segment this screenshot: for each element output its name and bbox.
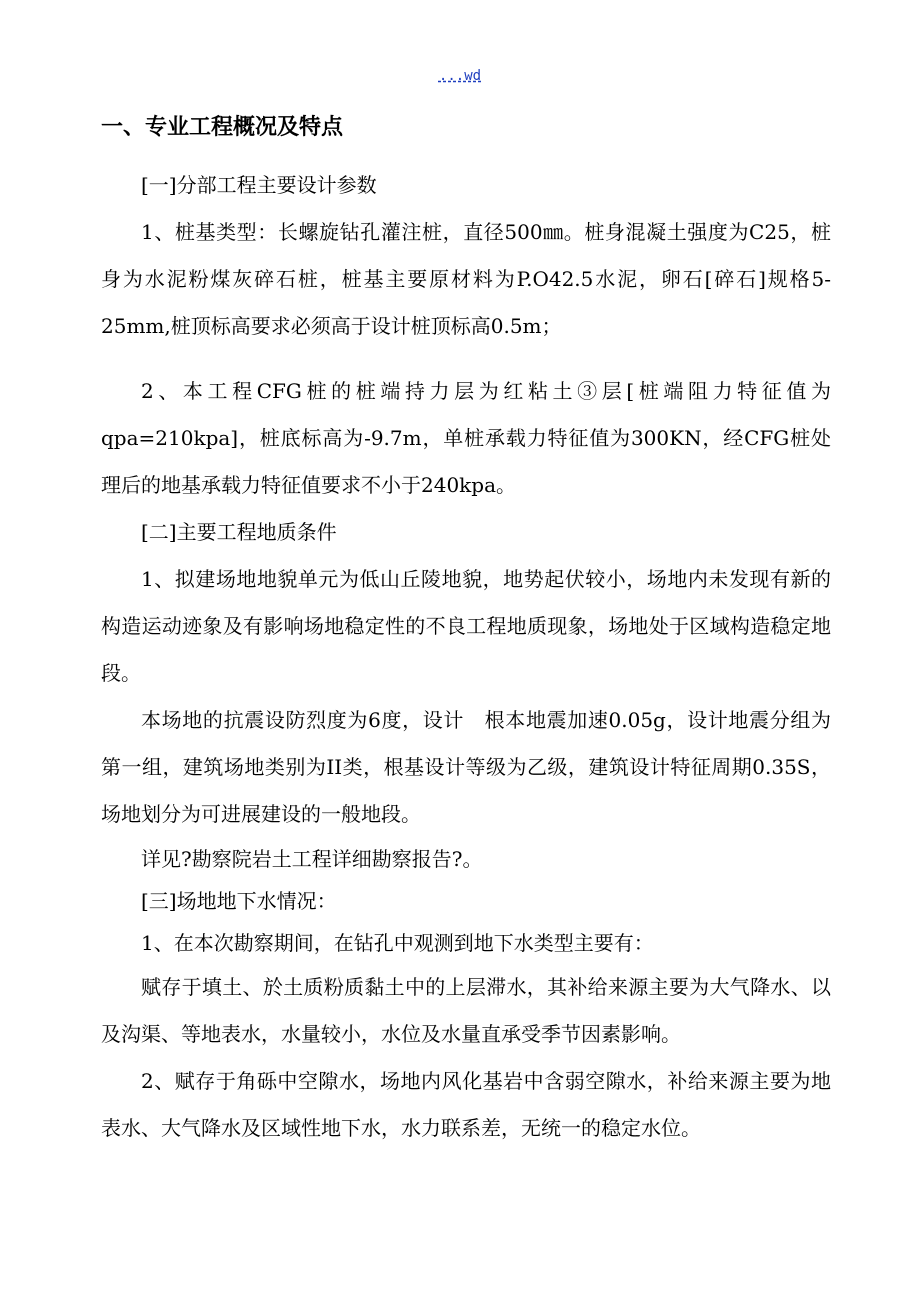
subsection-heading-1: [一]分部工程主要设计参数 <box>141 173 377 197</box>
section-title: 一、专业工程概况及特点 <box>101 115 344 140</box>
paragraph-pile-type: 1、桩基类型：长螺旋钻孔灌注桩，直径500㎜。桩身混凝土强度为C25，桩身为水泥粉煤灰碎石桩，桩基主要原材料为P.O42.5水泥，卵石[碎石]规格5-25mm,桩顶标高要求必须高于设计桩顶标高0.5m； <box>101 220 831 338</box>
subsection-heading-2: [二]主要工程地质条件 <box>141 520 337 544</box>
document-body <box>101 112 831 1152</box>
paragraph-landform: 1、拟建场地地貌单元为低山丘陵地貌，地势起伏较小，场地内未发现有新的构造运动迹象及有影响场地稳定性的不良工程地质现象，场地处于区域构造稳定地段。 <box>101 567 831 685</box>
header-link[interactable]: ...wd <box>438 68 482 84</box>
subsection-heading-3: [三]场地地下水情况： <box>141 889 337 913</box>
paragraph-seismic: 本场地的抗震设防烈度为6度，设计 根本地震加速0.05g，设计地震分组为第一组，建筑场地类别为II类，根基设计等级为乙级，建筑设计特征周期0.35S，场地划分为可进展建设的一般地段。 <box>101 708 831 826</box>
paragraph-pore-water: 2、赋存于角砾中空隙水，场地内风化基岩中含弱空隙水，补给来源主要为地表水、大气降水及区域性地下水，水力联系差，无统一的稳定水位。 <box>101 1069 831 1140</box>
paragraph-bearing-layer: 2、本工程CFG桩的桩端持力层为红粘土③层[桩端阻力特征值为qpa=210kpa]，桩底标高为-9.7m，单桩承载力特征值为300KN，经CFG桩处理后的地基承载力特征值要求不小于240kpa。 <box>101 379 831 497</box>
paragraph-perched-water: 赋存于填土、於土质粉质黏土中的上层滞水，其补给来源主要为大气降水、以及沟渠、等地表水，水量较小，水位及水量直承受季节因素影响。 <box>101 975 831 1046</box>
paragraph-report-reference: 详见?勘察院岩土工程详细勘察报告?。 <box>141 847 483 871</box>
paragraph-groundwater-types: 1、在本次勘察期间，在钻孔中观测到地下水类型主要有： <box>141 931 654 955</box>
